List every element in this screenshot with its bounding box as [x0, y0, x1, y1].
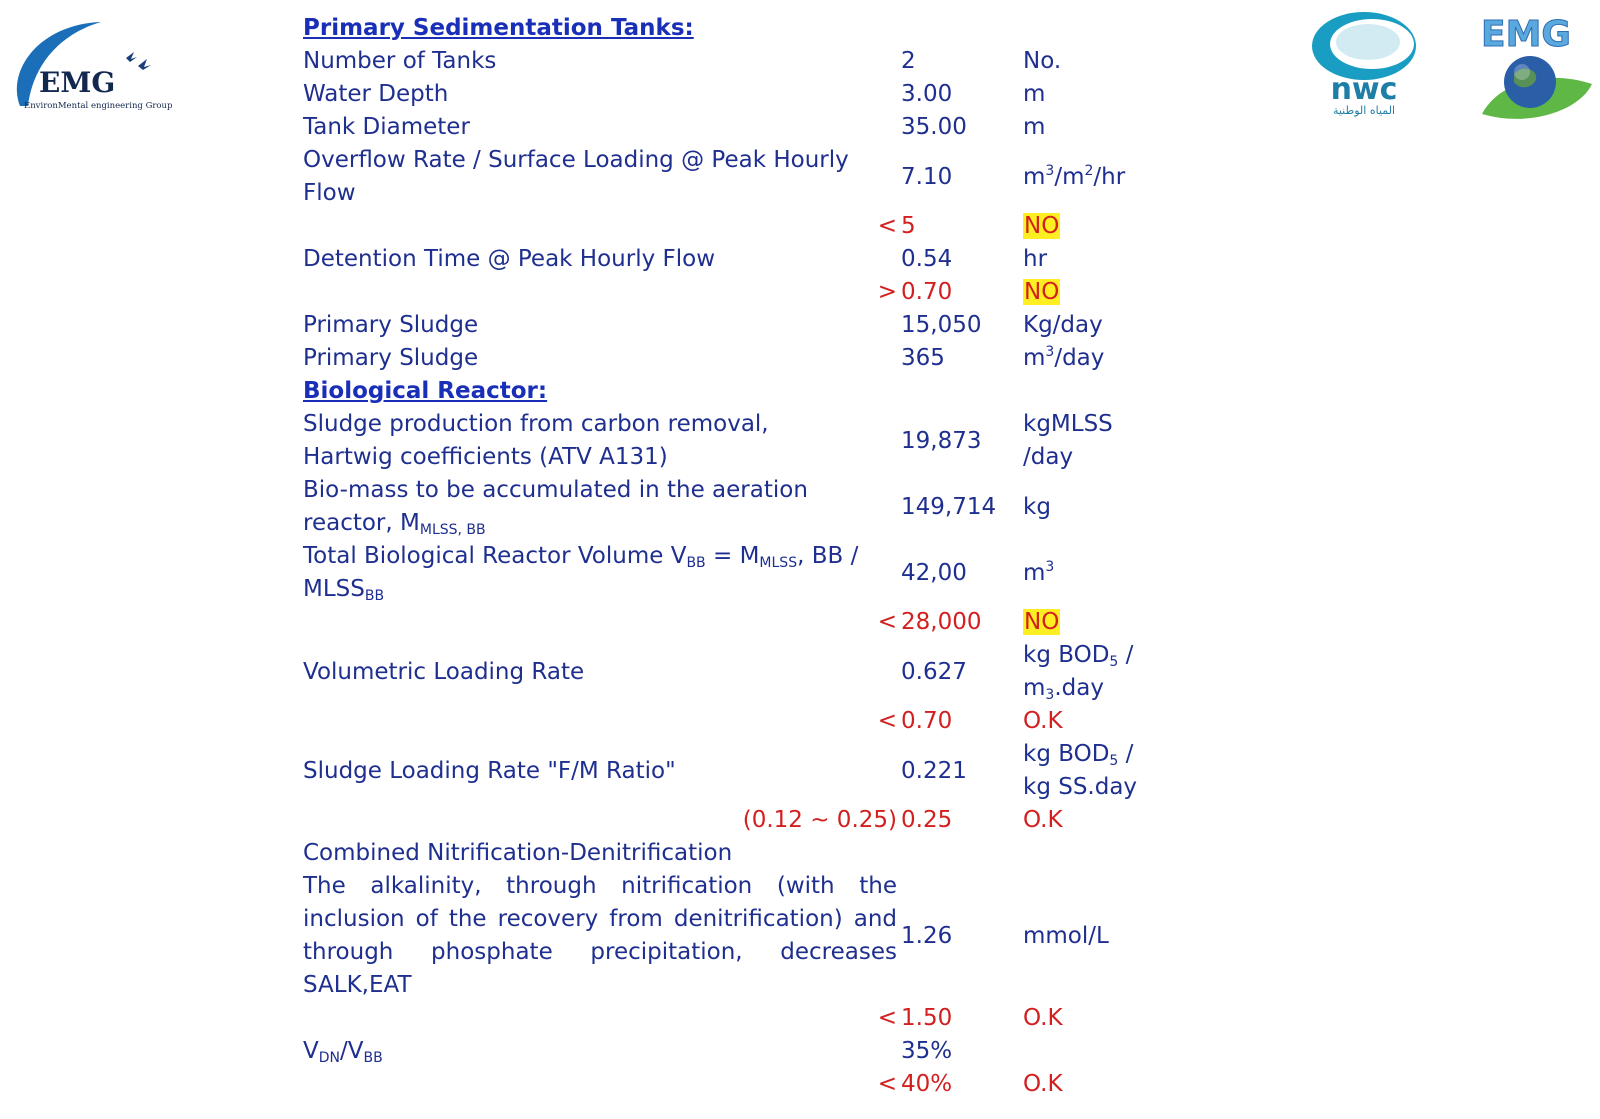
table-row-number-of-tanks	[303, 45, 1183, 78]
nwc-logo-text: nwc	[1330, 72, 1398, 107]
emg-logo-text: EMG	[39, 66, 116, 99]
row-unit: Kg/day	[1023, 312, 1103, 338]
row-unit: mmol/L	[1023, 922, 1109, 949]
row-value: 365	[901, 345, 945, 371]
emg-globe-logo	[1480, 10, 1594, 126]
table-row-combined-nitrification	[303, 837, 1183, 870]
check-operator: <	[877, 213, 897, 239]
nwc-logo-arabic: المياه الوطنية	[1332, 104, 1396, 117]
status-badge: O.K	[1023, 708, 1063, 734]
row-label: Combined Nitrification-Denitrification	[303, 840, 733, 866]
row-unit: $m^3$/day	[1023, 344, 1105, 371]
status-badge: O.K	[1023, 807, 1063, 833]
row-value: 19,873	[901, 427, 982, 454]
check-row-detention-time	[303, 276, 1183, 309]
row-label: Detention Time @ Peak Hourly Flow	[303, 246, 716, 272]
section-heading-biological-reactor	[303, 375, 1183, 408]
table-row-primary-sludge-mass	[303, 309, 1183, 342]
row-unit: kgMLSS /day	[1023, 411, 1113, 470]
row-value: 0.627	[901, 658, 967, 685]
row-value: 35.00	[901, 114, 967, 140]
check-row-overflow-rate	[303, 210, 1183, 243]
row-label: Sludge Loading Rate "F/M Ratio"	[303, 757, 676, 784]
row-value: 2	[901, 48, 916, 74]
table-row-primary-sludge-volume	[303, 342, 1183, 375]
table-row-tank-diameter	[303, 111, 1183, 144]
emg-globe-logo-text: EMG	[1481, 14, 1571, 55]
row-unit: $m^3/m^2/hr$	[1023, 162, 1126, 190]
row-value: 42,00	[901, 559, 967, 586]
check-row-reactor-volume	[303, 606, 1183, 639]
status-badge: NO	[1024, 609, 1060, 635]
check-limit: 0.70	[901, 708, 953, 734]
row-unit: hr	[1023, 246, 1048, 272]
row-label: Bio-mass to be accumulated in the aeration reactor, $M_{MLSS, BB}$	[303, 477, 808, 538]
table-row-biomass	[303, 474, 1183, 540]
row-label: Primary Sedimentation Tanks:	[303, 15, 694, 41]
row-unit: kg $BOD_5$ / kg SS.day	[1023, 741, 1138, 800]
row-unit: kg $BOD_5$ / $m_3.day$	[1023, 642, 1134, 703]
row-value: 149,714	[901, 493, 997, 520]
check-row-alkalinity	[303, 1002, 1183, 1035]
status-badge: O.K	[1023, 1071, 1063, 1097]
check-operator: <	[877, 1005, 897, 1031]
row-value: 0.54	[901, 246, 953, 272]
calculation-sheet	[303, 12, 1183, 1101]
table-row-sludge-loading	[303, 738, 1183, 804]
check-operator: <	[877, 609, 897, 635]
check-row-volumetric-loading	[303, 705, 1183, 738]
row-label: Water Depth	[303, 81, 449, 107]
row-label: Overflow Rate / Surface Loading @ Peak Hourly Flow	[303, 147, 849, 206]
table-row-overflow-rate	[303, 144, 1183, 210]
row-label: Total Biological Reactor Volume $V_{BB} = M_{MLSS}$, BB / $MLSS_{BB}$	[303, 543, 859, 604]
emg-logo	[6, 14, 192, 124]
row-label: Primary Sludge	[303, 345, 479, 371]
row-label: $V_{DN}/V_{BB}$	[303, 1038, 383, 1066]
table-row-volumetric-loading	[303, 639, 1183, 705]
status-badge: O.K	[1023, 1005, 1063, 1031]
status-badge: NO	[1024, 279, 1060, 305]
section-heading-primary-sedimentation	[303, 12, 1183, 45]
check-range: (0.12 ~ 0.25)	[742, 807, 897, 833]
row-value: 3.00	[901, 81, 953, 107]
check-operator: <	[877, 1071, 897, 1097]
row-value: 7.10	[901, 163, 953, 190]
row-unit: m	[1023, 81, 1046, 107]
row-value: 0.221	[901, 757, 967, 784]
row-value: 35%	[901, 1038, 953, 1064]
table-row-reactor-volume	[303, 540, 1183, 606]
row-unit: kg	[1023, 493, 1051, 520]
check-operator: >	[877, 279, 897, 305]
check-row-vdn-vbb	[303, 1068, 1183, 1101]
check-limit: 1.50	[901, 1005, 953, 1031]
status-badge: NO	[1024, 213, 1060, 239]
emg-logo-subtitle: EnvironMental engineering Group	[24, 101, 173, 111]
check-limit: 28,000	[901, 609, 982, 635]
check-row-sludge-loading	[303, 804, 1183, 837]
check-limit: 40%	[901, 1071, 953, 1097]
check-limit: 5	[901, 213, 916, 239]
row-unit: m	[1023, 114, 1046, 140]
check-limit: 0.25	[901, 807, 953, 833]
row-label: Volumetric Loading Rate	[303, 658, 585, 685]
row-label: Primary Sludge	[303, 312, 479, 338]
row-value: 15,050	[901, 312, 982, 338]
bird-icon	[138, 59, 151, 70]
bird-icon	[126, 52, 137, 62]
row-label: The alkalinity, through nitrification (with the inclusion of the recovery from denitrification) and through phosphate precipitation, decreases SALK,EAT	[303, 873, 897, 998]
table-row-sludge-production	[303, 408, 1183, 474]
check-limit: 0.70	[901, 279, 953, 305]
check-operator: <	[877, 708, 897, 734]
table-row-vdn-vbb	[303, 1035, 1183, 1068]
row-label: Tank Diameter	[303, 114, 470, 140]
table-row-alkalinity	[303, 870, 1183, 1002]
nwc-logo	[1306, 8, 1424, 118]
row-value: 1.26	[901, 922, 953, 949]
table-row-water-depth	[303, 78, 1183, 111]
table-row-detention-time	[303, 243, 1183, 276]
row-label: Biological Reactor:	[303, 378, 548, 404]
row-unit: $m^3$	[1023, 558, 1055, 586]
row-label: Number of Tanks	[303, 48, 497, 74]
row-unit: No.	[1023, 48, 1062, 74]
row-label: Sludge production from carbon removal, Hartwig coefficients (ATV A131)	[303, 411, 769, 470]
